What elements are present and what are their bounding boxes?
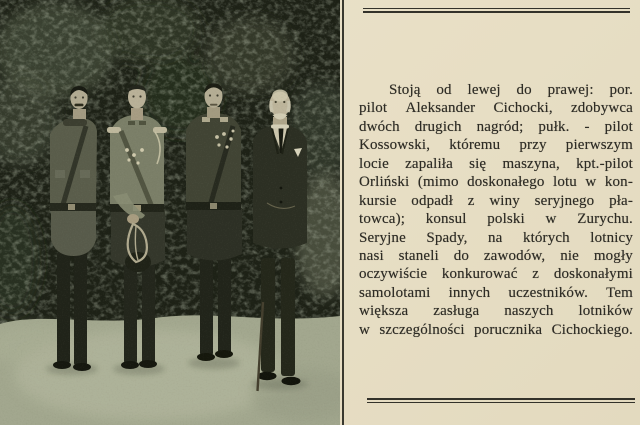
caption-column bbox=[357, 0, 635, 425]
caption-line: locie zapaliła się maszyna, kpt.-pilot bbox=[359, 155, 633, 172]
caption-line: większa zasługa naszych lotników bbox=[359, 303, 633, 320]
top-double-rule bbox=[363, 8, 630, 13]
caption-line: oczywiście konkurować z doskonałymi bbox=[359, 266, 633, 283]
caption-line: towca); konsul polski w Zurychu. bbox=[359, 211, 633, 228]
caption-text bbox=[359, 81, 633, 339]
caption-line: kursie odpadł z winy seryjnego pła- bbox=[359, 192, 633, 209]
caption-line: Stoją od lewej do prawej: por. bbox=[389, 82, 633, 98]
caption-line: dwóch drugich nagród; pułk. - pilot bbox=[359, 118, 633, 135]
caption-line: samolotami innych uczestników. Tem bbox=[359, 284, 633, 301]
bottom-double-rule bbox=[367, 398, 635, 403]
caption-line: nasi staneli do zawodów, nie mogły bbox=[359, 247, 633, 264]
caption-line: Orliński (mimo doskonałego lotu w kon- bbox=[359, 174, 633, 191]
caption-line: pilot Aleksander Cichocki, zdobywca bbox=[359, 100, 633, 117]
photo-right-border bbox=[342, 0, 344, 425]
caption-line: w szczególności porucznika Cichockiego. bbox=[359, 321, 633, 338]
caption-line: Seryjne Spady, na których lotnicy bbox=[359, 229, 633, 246]
caption-line: Kossowski, któremu przy pierwszym bbox=[359, 137, 633, 154]
